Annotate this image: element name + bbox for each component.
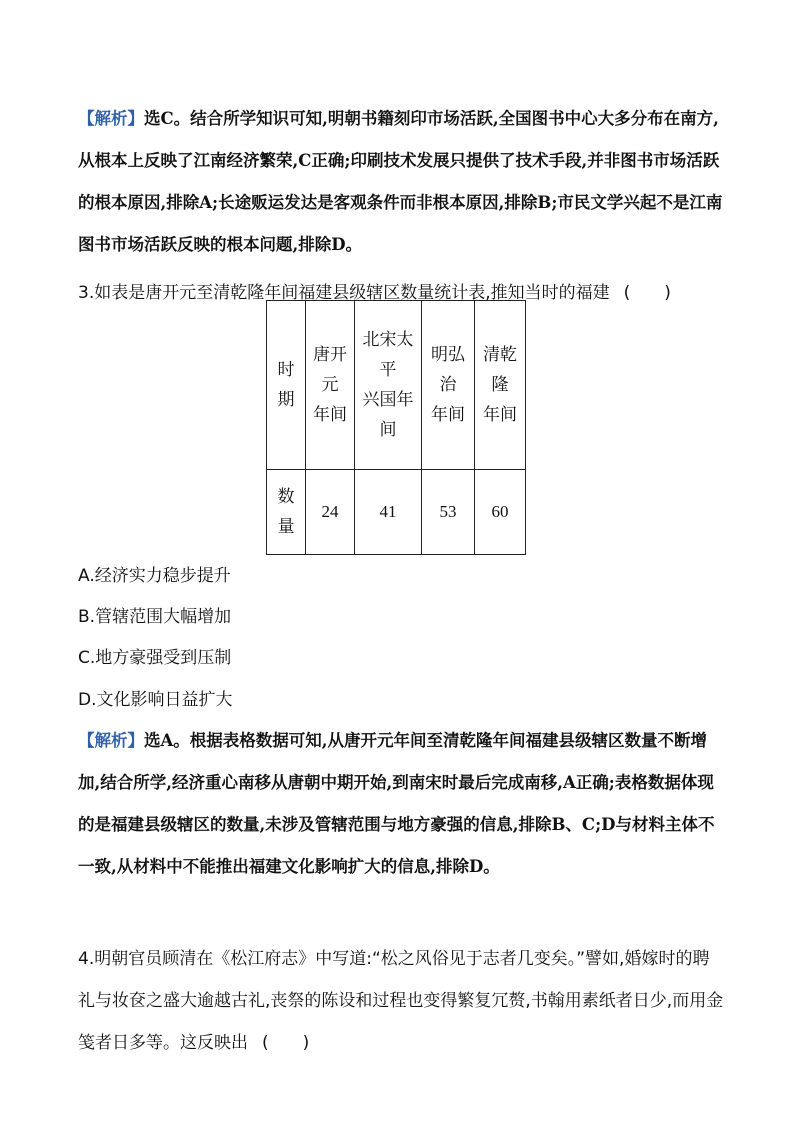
table-row-period <box>267 301 526 470</box>
option-c: C.地方豪强受到压制 <box>78 648 232 668</box>
question-4-text: 4.明朝官员顾清在《松江府志》中写道:“松之风俗见于志者几变矣。”譬如,婚嫁时的聘礼与妆奁之盛大逾越古礼,丧祭的陈设和过程也变得繁复冗赘,书翰用素纸者日少,而用金笺者日多等。这反映出 <box>78 949 724 1053</box>
count-song: 41 <box>355 470 422 555</box>
period-song-taiping-xingguo: 北宋太 平 兴国年 间 <box>355 301 422 470</box>
analysis-q3 <box>78 720 726 888</box>
period-qing-qianlong: 清乾 隆 年间 <box>475 301 526 470</box>
count-tang: 24 <box>306 470 355 555</box>
analysis-q2 <box>78 98 726 266</box>
option-d: D.文化影响日益扩大 <box>78 690 233 710</box>
analysis-label: 【解析】 <box>78 731 144 750</box>
period-tang-kaiyuan: 唐开 元 年间 <box>306 301 355 470</box>
answer-paren: ( ) <box>262 1033 310 1053</box>
option-a: A.经济实力稳步提升 <box>78 566 231 586</box>
period-ming-hongzhi: 明弘 治 年间 <box>422 301 475 470</box>
count-qing: 60 <box>475 470 526 555</box>
analysis-text: 选A。根据表格数据可知,从唐开元年间至清乾隆年间福建县级辖区数量不断增加,结合所学,经济重心南移从唐朝中期开始,到南宋时最后完成南移,A正确;表格数据体现的是福建县级辖区的数量,未涉及管辖范围与地方豪强的信息,排除B、C;D与材料主体不一致,从材料中不能推出福建文化影响扩大的信息,排除D。 <box>78 731 715 876</box>
count-ming: 53 <box>422 470 475 555</box>
row-header-period: 时 期 <box>267 301 306 470</box>
table-row-count <box>267 470 526 555</box>
analysis-text: 选C。结合所学知识可知,明朝书籍刻印市场活跃,全国图书中心大多分布在南方,从根本上反映了江南经济繁荣,C正确;印刷技术发展只提供了技术手段,并非图书市场活跃的根本原因,排除A;长途贩运发达是客观条件而非根本原因,排除B;市民文学兴起不是江南图书市场活跃反映的根本问题,排除D。 <box>78 109 723 254</box>
row-header-count: 数 量 <box>267 470 306 555</box>
answer-paren: ( ) <box>623 283 671 303</box>
option-b: B.管辖范围大幅增加 <box>78 607 232 627</box>
fujian-county-table <box>266 300 526 555</box>
analysis-label: 【解析】 <box>78 109 144 128</box>
question-4-stem <box>78 938 726 1064</box>
question-3-text: 3.如表是唐开元至清乾隆年间福建县级辖区数量统计表,推知当时的福建 <box>78 283 610 303</box>
